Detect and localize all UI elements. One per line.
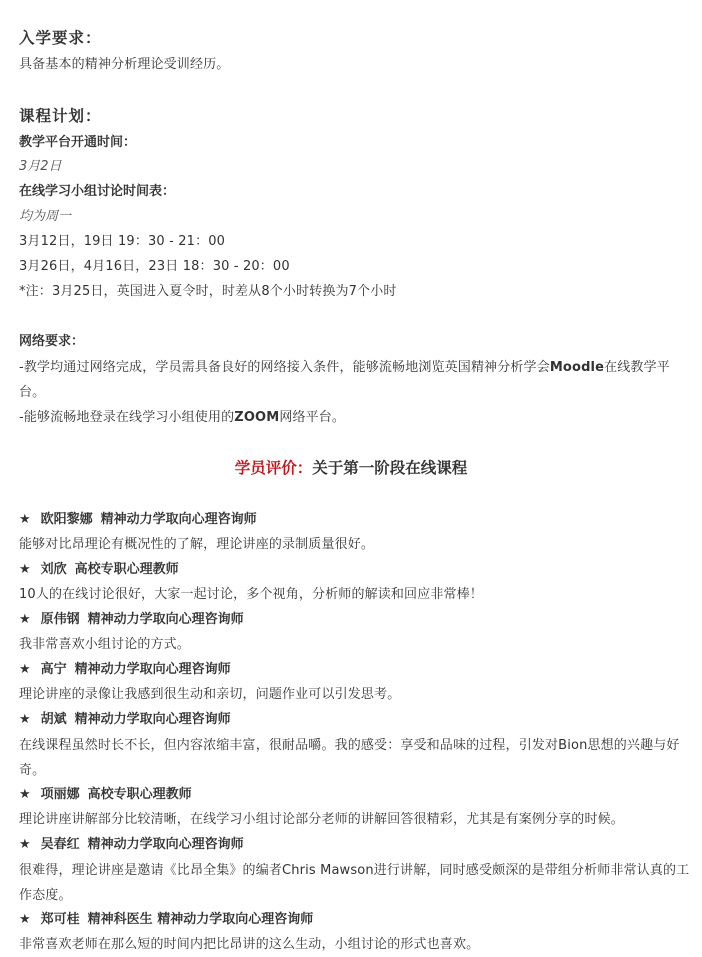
- star-icon: ★: [19, 562, 31, 577]
- reviewer-role: 精神动力学取向心理咨询师: [87, 612, 244, 627]
- review-header: [19, 835, 244, 855]
- star-icon: ★: [19, 912, 31, 927]
- reviewer-name: 刘欣: [40, 562, 67, 577]
- reviewer-name: 高宁: [40, 662, 67, 677]
- schedule-note: 均为周一: [19, 209, 72, 224]
- reviewer-role: 精神动力学取向心理咨询师: [74, 712, 231, 727]
- reviewer-role: 精神动力学取向心理咨询师: [87, 837, 244, 852]
- review-header: [19, 660, 231, 680]
- review-text: 非常喜欢老师在那么短的时间内把比昂讲的这么生动，小组讨论的形式也喜欢。: [19, 937, 480, 952]
- review-text: 我非常喜欢小组讨论的方式。: [19, 637, 190, 652]
- review-header: [19, 510, 257, 530]
- review-header: [19, 710, 231, 730]
- review-text: 理论讲座的录像让我感到很生动和亲切，问题作业可以引发思考。: [19, 687, 401, 702]
- network-item-1-post: 在线教学平台。: [19, 360, 670, 400]
- network-item-2-post: 网络平台。: [279, 410, 346, 425]
- moodle-label: Moodle: [549, 360, 605, 375]
- platform-date: 3月2日: [19, 159, 62, 174]
- reviewer-name: 原伟钢: [40, 612, 80, 627]
- network-item-1: [19, 355, 691, 405]
- review-header: [19, 610, 244, 630]
- network-item-2-pre: -能够流畅地登录在线学习小组使用的: [19, 410, 235, 425]
- reviews-title-black: 关于第一阶段在线课程: [312, 459, 468, 477]
- review-text: 在线课程虽然时长不长，但内容浓缩丰富，很耐品嚼。我的感受：享受和品味的过程，引发对Bion思想的兴趣与好奇。: [19, 738, 680, 778]
- reviewer-name: 郑可桂: [40, 912, 80, 927]
- reviewer-name: 吴春红: [40, 837, 80, 852]
- review-header: [19, 910, 313, 930]
- reviewer-name: 欧阳黎娜: [40, 512, 93, 527]
- reviews-title-red: 学员评价：: [234, 459, 313, 477]
- reviewer-role: 精神动力学取向心理咨询师: [74, 662, 231, 677]
- reviewer-role: 高校专职心理教师: [74, 562, 179, 577]
- review-text: 理论讲座讲解部分比较清晰，在线学习小组讨论部分老师的讲解回答很精彩，尤其是有案例分享的时候。: [19, 812, 624, 827]
- reviewer-role: 精神科医生 精神动力学取向心理咨询师: [87, 912, 314, 927]
- zoom-label: ZOOM: [234, 410, 280, 425]
- reviewer-role: 精神动力学取向心理咨询师: [100, 512, 257, 527]
- schedule-line-1: 3月12日，19日 19：30 - 21：00: [19, 234, 226, 249]
- network-item-1-pre: -教学均通过网络完成，学员需具备良好的网络接入条件，能够流畅地浏览英国精神分析学会: [19, 360, 550, 375]
- star-icon: ★: [19, 512, 31, 527]
- reviewer-name: 胡斌: [40, 712, 67, 727]
- reviewer-name: 项丽娜: [40, 787, 80, 802]
- schedule-label: 在线学习小组讨论时间表：: [19, 184, 176, 199]
- network-item-2: [19, 408, 345, 428]
- admission-text: 具备基本的精神分析理论受训经历。: [19, 57, 230, 72]
- review-header: [19, 785, 192, 805]
- network-heading: 网络要求：: [19, 334, 85, 349]
- review-header: [19, 560, 179, 580]
- reviews-title: [0, 458, 702, 478]
- star-icon: ★: [19, 612, 31, 627]
- review-text: 很难得，理论讲座是邀请《比昂全集》的编者Chris Mawson进行讲解，同时感受颇深的是带组分析师非常认真的工作态度。: [19, 863, 690, 903]
- review-text: 10人的在线讨论很好，大家一起讨论，多个视角，分析师的解读和回应非常棒！: [19, 587, 483, 602]
- admission-heading: 入学要求：: [19, 29, 102, 47]
- star-icon: ★: [19, 837, 31, 852]
- platform-label: 教学平台开通时间：: [19, 135, 137, 150]
- course-plan-heading: 课程计划：: [19, 107, 102, 125]
- star-icon: ★: [19, 662, 31, 677]
- schedule-footnote: *注：3月25日，英国进入夏令时，时差从8个小时转换为7个小时: [19, 284, 397, 299]
- star-icon: ★: [19, 787, 31, 802]
- review-text: 能够对比昂理论有概况性的了解，理论讲座的录制质量很好。: [19, 537, 375, 552]
- reviewer-role: 高校专职心理教师: [87, 787, 192, 802]
- schedule-line-2: 3月26日，4月16日，23日 18：30 - 20：00: [19, 259, 290, 274]
- star-icon: ★: [19, 712, 31, 727]
